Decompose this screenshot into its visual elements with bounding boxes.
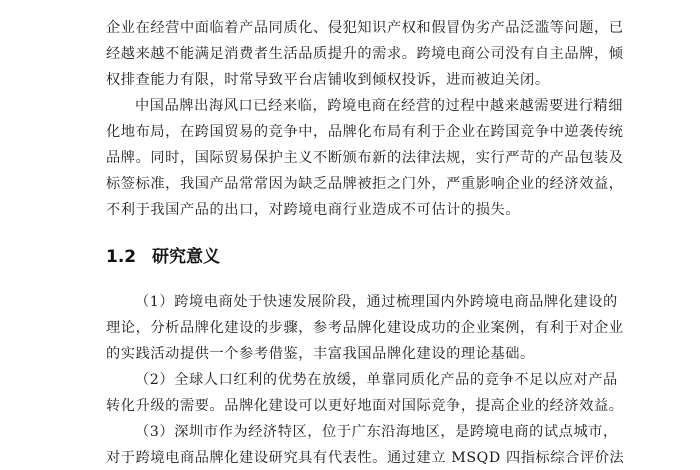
text-line (106, 0, 604, 15)
paragraph-2 (106, 93, 624, 223)
section-number: 1.2 (106, 247, 137, 267)
text-line: 不利于我国产品的出口，对跨境电商行业造成不可估计的损失。 (106, 202, 521, 218)
text-line: 经越来越不能满足消费者生活品质提升的需求。跨境电商公司没有自主品牌，倾 (106, 46, 624, 62)
text-line: 的实践活动提供一个参考借鉴，丰富我国品牌化建设的理论基础。 (106, 346, 535, 362)
text-line: 权排查能力有限，时常导致平台店铺收到倾权投诉，进而被迫关闭。 (106, 72, 550, 88)
paragraph-4 (106, 367, 624, 419)
text-line: 理论，分析品牌化建设的步骤，参考品牌化建设成功的企业案例，有利于对企业 (106, 320, 624, 336)
paragraph-5 (106, 419, 625, 470)
text-line: 企业在经营中面临着产品同质化、侵犯知识产权和假冒伪劣产品泛滥等问题，已 (106, 20, 624, 36)
section-heading (106, 243, 604, 271)
text-line: 化地布局，在跨国贸易的竞争中，品牌化布局有利于企业在跨国竞争中逆袭传统 (106, 124, 624, 140)
text-line: （3）深圳市作为经济特区，位于广东沿海地区，是跨境电商的试点城市， (135, 424, 618, 440)
text-line: 转化升级的需要。品牌化建设可以更好地面对国际竞争，提高企业的经济效益。 (106, 398, 624, 414)
section-title: 研究意义 (152, 247, 220, 267)
paragraph-3 (106, 289, 624, 367)
text-line: （2）全球人口红利的优势在放缓，单靠同质化产品的竞争不足以应对产品 (135, 372, 618, 388)
text-line: （1）跨境电商处于快速发展阶段，通过梳理国内外跨境电商品牌化建设的 (135, 294, 618, 310)
text-line: 对于跨境电商品牌化建设研究具有代表性。通过建立 MSQD 四指标综合评价法 (106, 450, 625, 466)
paragraph-1 (106, 0, 624, 93)
text-line: 中国品牌出海风口已经来临，跨境电商在经营的过程中越来越需要进行精细 (135, 98, 623, 114)
text-line: 品牌。同时，国际贸易保护主义不断颁布新的法律法规，实行严苛的产品包装及 (106, 150, 624, 166)
text-line: 标签标准，我国产品常常因为缺乏品牌被拒之门外，严重影响企业的经济效益， (106, 176, 624, 192)
document-body (106, 0, 625, 470)
